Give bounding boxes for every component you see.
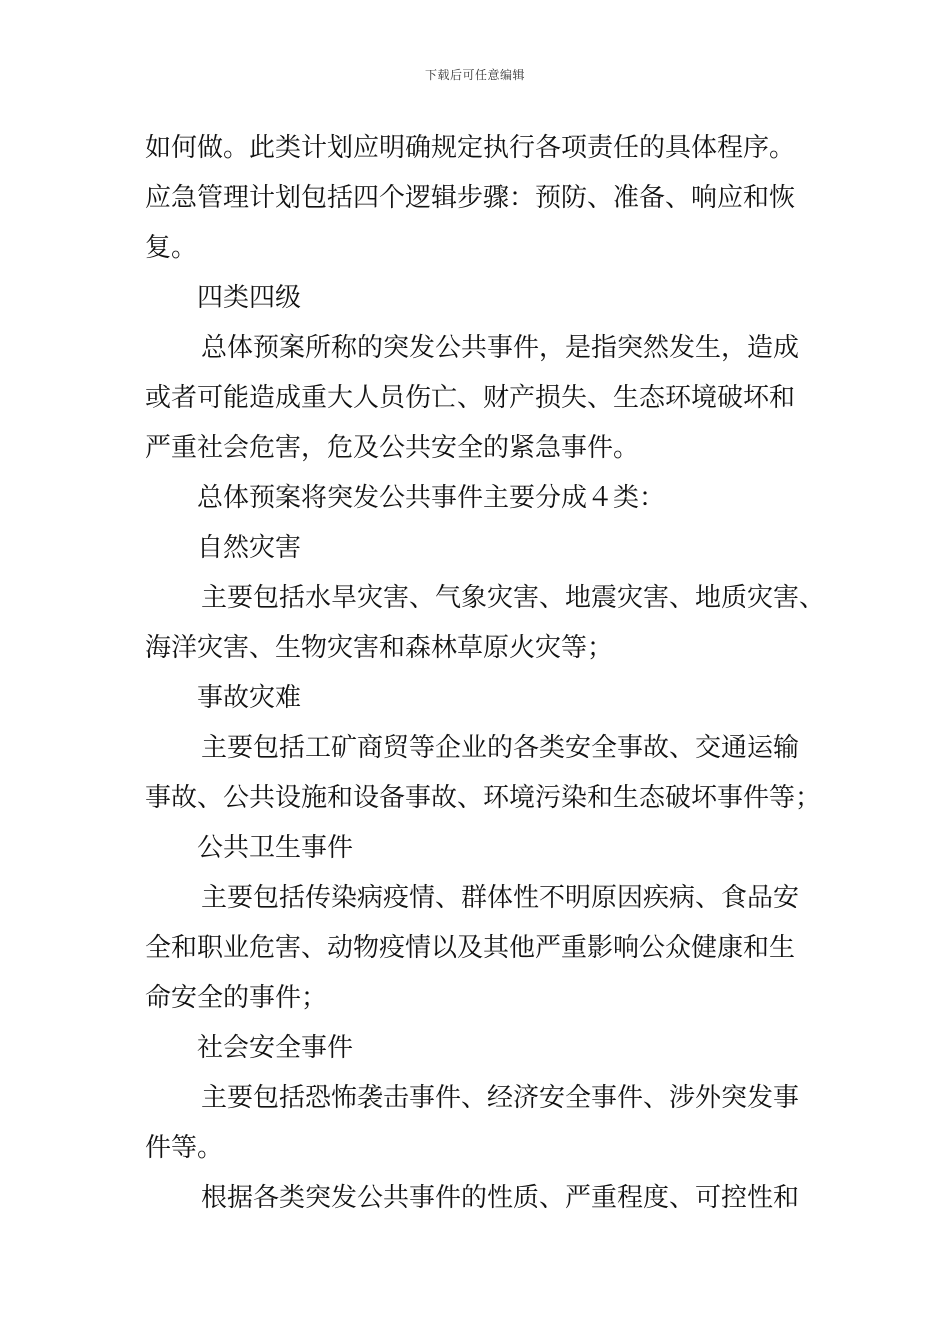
paragraph-line: 复。 (145, 233, 198, 263)
paragraph-line: 应急管理计划包括四个逻辑步骤：预防、准备、响应和恢 (145, 183, 796, 213)
paragraph-line: 总体预案所称的突发公共事件，是指突然发生，造成 (201, 333, 800, 363)
category-heading-accident-disaster: 事故灾难 (197, 683, 302, 713)
paragraph-line: 如何做。此类计划应明确规定执行各项责任的具体程序。 (145, 133, 796, 163)
paragraph-line: 根据各类突发公共事件的性质、严重程度、可控性和 (201, 1183, 800, 1213)
paragraph-line: 严重社会危害，危及公共安全的紧急事件。 (145, 433, 640, 463)
paragraph-line: 全和职业危害、动物疫情以及其他严重影响公众健康和生 (145, 933, 796, 963)
section-heading-four-types-four-levels: 四类四级 (197, 283, 302, 313)
paragraph-line: 主要包括工矿商贸等企业的各类安全事故、交通运输 (201, 733, 800, 763)
paragraph-line: 总体预案将突发公共事件主要分成４类： (197, 483, 666, 513)
category-heading-public-health: 公共卫生事件 (197, 833, 354, 863)
paragraph-line: 主要包括传染病疫情、群体性不明原因疾病、食品安 (201, 883, 800, 913)
document-body (145, 123, 835, 1223)
paragraph-line: 命安全的事件； (145, 983, 328, 1013)
page-header-note: 下载后可任意编辑 (424, 68, 525, 82)
paragraph-line: 或者可能造成重大人员伤亡、财产损失、生态环境破坏和 (145, 383, 796, 413)
category-heading-social-security: 社会安全事件 (197, 1033, 354, 1063)
paragraph-line: 主要包括水旱灾害、气象灾害、地震灾害、地质灾害、 (201, 583, 826, 613)
paragraph-line: 海洋灾害、生物灾害和森林草原火灾等； (145, 633, 614, 663)
paragraph-line: 件等。 (145, 1133, 224, 1163)
paragraph-line: 主要包括恐怖袭击事件、经济安全事件、涉外突发事 (201, 1083, 800, 1113)
paragraph-line: 事故、公共设施和设备事故、环境污染和生态破坏事件等； (145, 783, 822, 813)
category-heading-natural-disaster: 自然灾害 (197, 533, 302, 563)
